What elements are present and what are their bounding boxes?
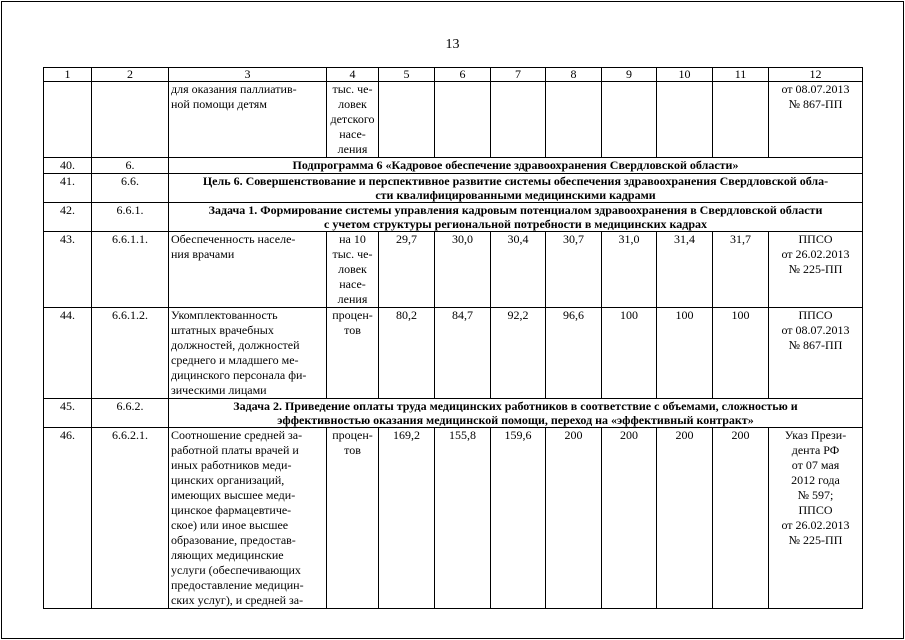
source-cell: Указ Прези- дента РФ от 07 мая 2012 года № 597; ППСО от 26.02.2013 № 225-ПП <box>769 428 863 609</box>
column-header: 7 <box>491 68 546 82</box>
value-cell: 31,7 <box>713 232 769 308</box>
value-cell: 84,7 <box>435 308 491 399</box>
unit-cell: на 10 тыс. че- ловек насе- ления <box>327 232 379 308</box>
column-header: 6 <box>435 68 491 82</box>
row-number-cell: 41. <box>44 174 92 203</box>
row-code-cell: 6.6.2.1. <box>92 428 169 609</box>
section-row <box>44 158 863 174</box>
section-title-cell: Задача 2. Приведение оплаты труда медицинских работников в соответствие с объемами, сложностью и эффективностью оказания медицинской помощи, переход на «эффективный контракт» <box>169 399 863 428</box>
column-header: 12 <box>769 68 863 82</box>
row-number-cell: 45. <box>44 399 92 428</box>
source-cell: от 08.07.2013 № 867-ПП <box>769 82 863 158</box>
value-cell: 155,8 <box>435 428 491 609</box>
section-title-cell: Цель 6. Совершенствование и перспективное развитие системы обеспечения здравоохранения Свердловской обла- сти квалифицированными медицинскими кадрами <box>169 174 863 203</box>
row-number-cell: 42. <box>44 203 92 232</box>
value-cell: 200 <box>546 428 602 609</box>
value-cell: 100 <box>602 308 657 399</box>
section-row <box>44 399 863 428</box>
row-number-cell <box>44 82 92 158</box>
value-cell: 80,2 <box>379 308 435 399</box>
row-code-cell <box>92 82 169 158</box>
indicator-name-cell: Укомплектованность штатных врачебных должностей, должностей среднего и младшего ме- дицинского персонала фи- зическими лицами <box>169 308 327 399</box>
source-cell: ППСО от 26.02.2013 № 225-ПП <box>769 232 863 308</box>
unit-cell: процен- тов <box>327 308 379 399</box>
value-cell: 29,7 <box>379 232 435 308</box>
column-header: 9 <box>602 68 657 82</box>
value-cell: 200 <box>657 428 713 609</box>
row-code-cell: 6.6.2. <box>92 399 169 428</box>
value-cell: 169,2 <box>379 428 435 609</box>
value-cell: 92,2 <box>491 308 546 399</box>
value-cell: 30,0 <box>435 232 491 308</box>
row-number-cell: 40. <box>44 158 92 174</box>
section-title-cell: Подпрограмма 6 «Кадровое обеспечение здравоохранения Свердловской области» <box>169 158 863 174</box>
value-cell: 200 <box>602 428 657 609</box>
unit-cell: процен- тов <box>327 428 379 609</box>
row-number-cell: 43. <box>44 232 92 308</box>
value-cell: 159,6 <box>491 428 546 609</box>
table-row <box>44 308 863 399</box>
column-header: 2 <box>92 68 169 82</box>
section-row <box>44 174 863 203</box>
column-header: 8 <box>546 68 602 82</box>
row-code-cell: 6.6.1.1. <box>92 232 169 308</box>
value-cell <box>435 82 491 158</box>
table-row <box>44 428 863 609</box>
column-header: 5 <box>379 68 435 82</box>
column-header: 4 <box>327 68 379 82</box>
row-number-cell: 44. <box>44 308 92 399</box>
value-cell: 30,4 <box>491 232 546 308</box>
column-header: 11 <box>713 68 769 82</box>
indicator-name-cell: Обеспеченность населе- ния врачами <box>169 232 327 308</box>
value-cell: 200 <box>713 428 769 609</box>
column-header: 1 <box>44 68 92 82</box>
column-header: 3 <box>169 68 327 82</box>
row-code-cell: 6.6.1. <box>92 203 169 232</box>
value-cell <box>602 82 657 158</box>
indicator-table <box>43 67 863 609</box>
value-cell: 100 <box>713 308 769 399</box>
value-cell: 31,4 <box>657 232 713 308</box>
indicator-name-cell: Соотношение средней за- работной платы врачей и иных работников меди- цинских организаций, имеющих высшее меди- цинское фармацевтиче- ское) или иное высшее образование, предостав- ляющих медицинские услуги (обеспечивающих предоставление медицин- ских услуг), и средней за- <box>169 428 327 609</box>
value-cell <box>379 82 435 158</box>
row-code-cell: 6. <box>92 158 169 174</box>
row-code-cell: 6.6.1.2. <box>92 308 169 399</box>
value-cell: 31,0 <box>602 232 657 308</box>
section-row <box>44 203 863 232</box>
value-cell <box>657 82 713 158</box>
value-cell: 96,6 <box>546 308 602 399</box>
value-cell: 100 <box>657 308 713 399</box>
column-header: 10 <box>657 68 713 82</box>
column-number-row <box>44 68 863 82</box>
row-code-cell: 6.6. <box>92 174 169 203</box>
indicator-name-cell: для оказания паллиатив- ной помощи детям <box>169 82 327 158</box>
table-row <box>44 232 863 308</box>
table-row <box>44 82 863 158</box>
value-cell <box>491 82 546 158</box>
page-number: 13 <box>445 37 460 52</box>
row-number-cell: 46. <box>44 428 92 609</box>
source-cell: ППСО от 08.07.2013 № 867-ПП <box>769 308 863 399</box>
value-cell <box>546 82 602 158</box>
value-cell: 30,7 <box>546 232 602 308</box>
value-cell <box>713 82 769 158</box>
section-title-cell: Задача 1. Формирование системы управления кадровым потенциалом здравоохранения в Свердловской области с учетом структуры региональной потребности в медицинских кадрах <box>169 203 863 232</box>
unit-cell: тыс. че- ловек детского насе- ления <box>327 82 379 158</box>
